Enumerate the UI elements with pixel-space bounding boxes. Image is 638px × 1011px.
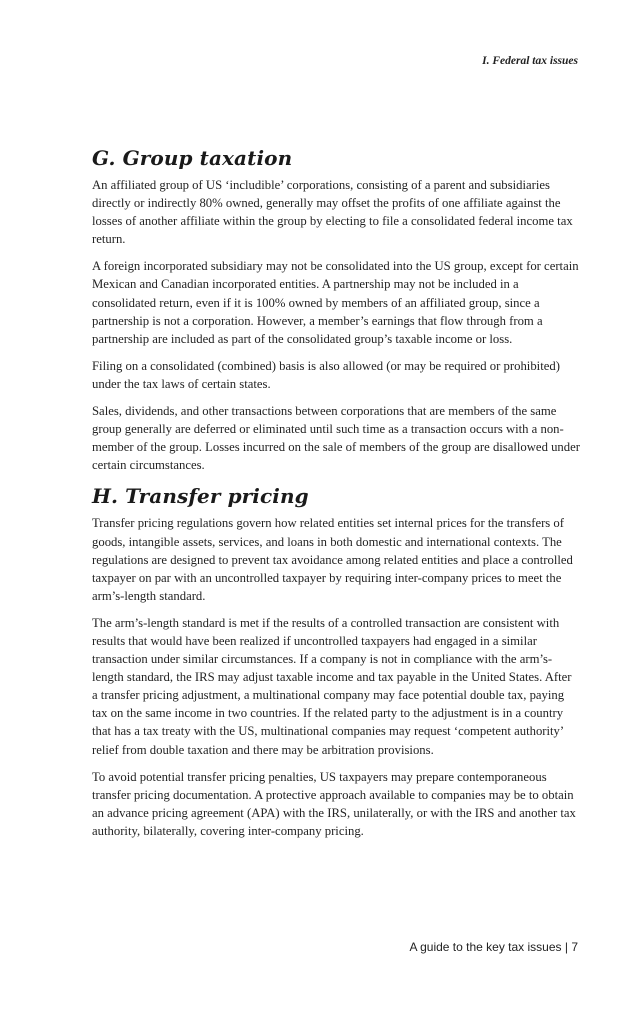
section-transfer-pricing: [92, 484, 580, 840]
section-heading: G. Group taxation: [92, 146, 293, 170]
section-group-taxation: [92, 146, 580, 474]
section-heading: H. Transfer pricing: [92, 484, 309, 509]
page-body: [92, 146, 580, 849]
paragraph: Filing on a consolidated (combined) basis is also allowed (or may be required or prohibited) under the tax laws of certain states.: [92, 358, 560, 391]
paragraph: A foreign incorporated subsidiary may not be consolidated into the US group, except for certain Mexican and Canadian incorporated entities. A partnership may not be included in a consolidated return, even if it is 100% owned by members of an affiliated group, since a partnership is not a corporation. However, a member’s earnings that flow through from a partnership are included as part of the consolidated group’s taxable income or loss.: [92, 259, 579, 346]
paragraph: An affiliated group of US ‘includible’ corporations, consisting of a parent and subsidiaries directly or indirectly 80% owned, generally may offset the profits of one affiliate against the losses of another affiliate within the group by electing to file a consolidated federal income tax return.: [92, 178, 573, 247]
paragraph: Transfer pricing regulations govern how related entities set internal prices for the transfers of goods, intangible assets, services, and loans in both domestic and international contexts. The regulations are designed to prevent tax avoidance among related entities and place a controlled taxpayer on par with an uncontrolled taxpayer by requiring inter-company prices to meet the arm’s-length standard.: [92, 516, 573, 603]
paragraph: Sales, dividends, and other transactions between corporations that are members of the same group generally are deferred or eliminated until such time as a transaction occurs with a non-member of the group. Losses incurred on the sale of members of the group are disallowed under certain circumstances.: [92, 404, 580, 473]
paragraph: The arm’s-length standard is met if the results of a controlled transaction are consistent with results that would have been realized if uncontrolled taxpayers had engaged in a similar transaction under similar circumstances. If a company is not in compliance with the arm’s-length standard, the IRS may adjust taxable income and tax payable in the United States. After a transfer pricing adjustment, a multinational company may face potential double tax, paying tax on the same income in two countries. If the related party to the adjustment is in a country that has a tax treaty with the US, multinational companies may request ‘competent authority’ relief from double taxation and there may be arbitration provisions.: [92, 615, 572, 757]
running-header: I. Federal tax issues: [482, 55, 578, 67]
paragraph: To avoid potential transfer pricing penalties, US taxpayers may prepare contemporaneous transfer pricing documentation. A protective approach available to companies may be to obtain an advance pricing agreement (APA) with the IRS, unilaterally, or with the IRS and another tax authority, bilaterally, covering inter-company pricing.: [92, 769, 576, 838]
page-footer: A guide to the key tax issues | 7: [409, 940, 578, 954]
